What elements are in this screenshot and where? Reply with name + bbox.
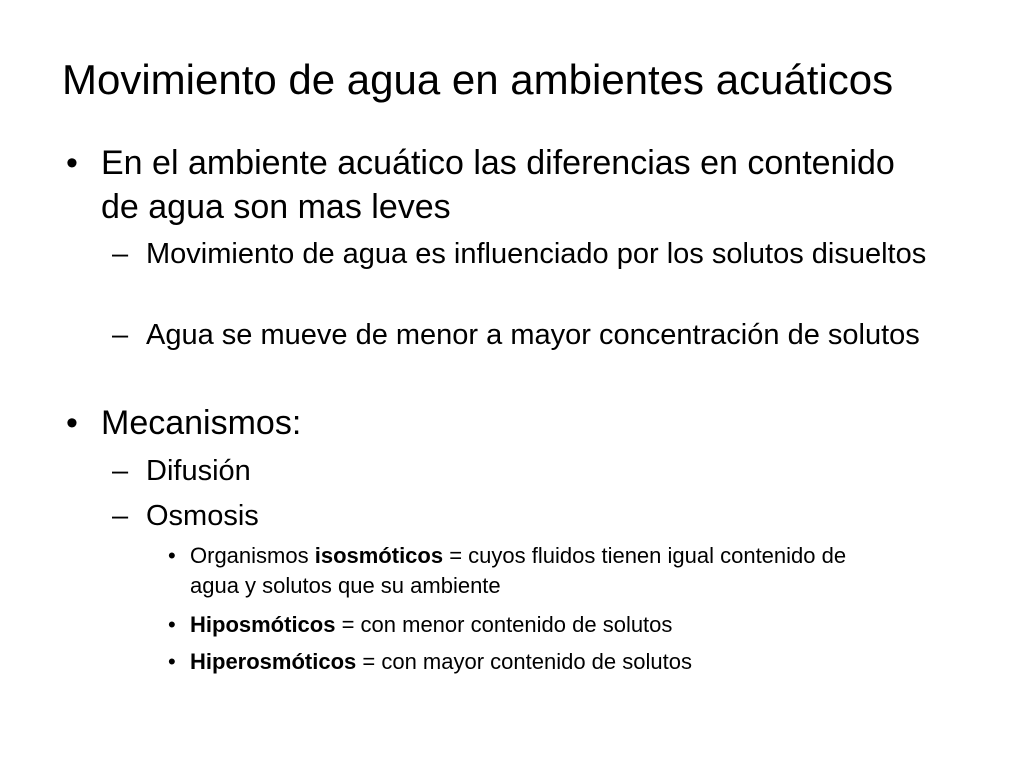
list-item-text <box>190 647 890 677</box>
term-isosmoticos: isosmóticos <box>314 543 444 568</box>
dash-marker: – <box>112 319 129 351</box>
list-item-text: Difusión <box>146 455 251 487</box>
list-item-text: Movimiento de agua es influenciado por los solutos disueltos <box>146 238 927 270</box>
dash-marker: – <box>112 500 129 532</box>
dash-marker: – <box>112 238 129 270</box>
list-item-text <box>190 610 890 640</box>
list-item-text: Mecanismos: <box>101 404 302 442</box>
term-hiperosmoticos: Hiperosmóticos <box>190 649 357 674</box>
list-item-text: En el ambiente acuático las diferencias en contenido de agua son mas leves <box>101 144 895 226</box>
list-item-text: Osmosis <box>146 500 259 532</box>
bullet-marker: • <box>168 649 176 674</box>
list-item-text: Agua se mueve de menor a mayor concentración de solutos <box>146 319 920 351</box>
list-item-text-suffix: = con menor contenido de solutos <box>335 612 673 637</box>
slide-title: Movimiento de agua en ambientes acuáticos <box>62 56 894 103</box>
list-item-text-suffix: = cuyos fluidos tienen igual contenido de agua y solutos que su ambiente <box>190 543 847 598</box>
dash-marker: – <box>112 455 129 487</box>
bullet-marker: • <box>168 543 176 568</box>
bullet-marker: • <box>168 612 176 637</box>
list-item-text-prefix: Organismos <box>190 543 315 568</box>
bullet-marker: • <box>66 144 78 182</box>
list-item-text-suffix: = con mayor contenido de solutos <box>356 649 692 674</box>
bullet-marker: • <box>66 404 78 442</box>
term-hiposmoticos: Hiposmóticos <box>190 612 336 637</box>
list-item-text <box>190 541 890 601</box>
